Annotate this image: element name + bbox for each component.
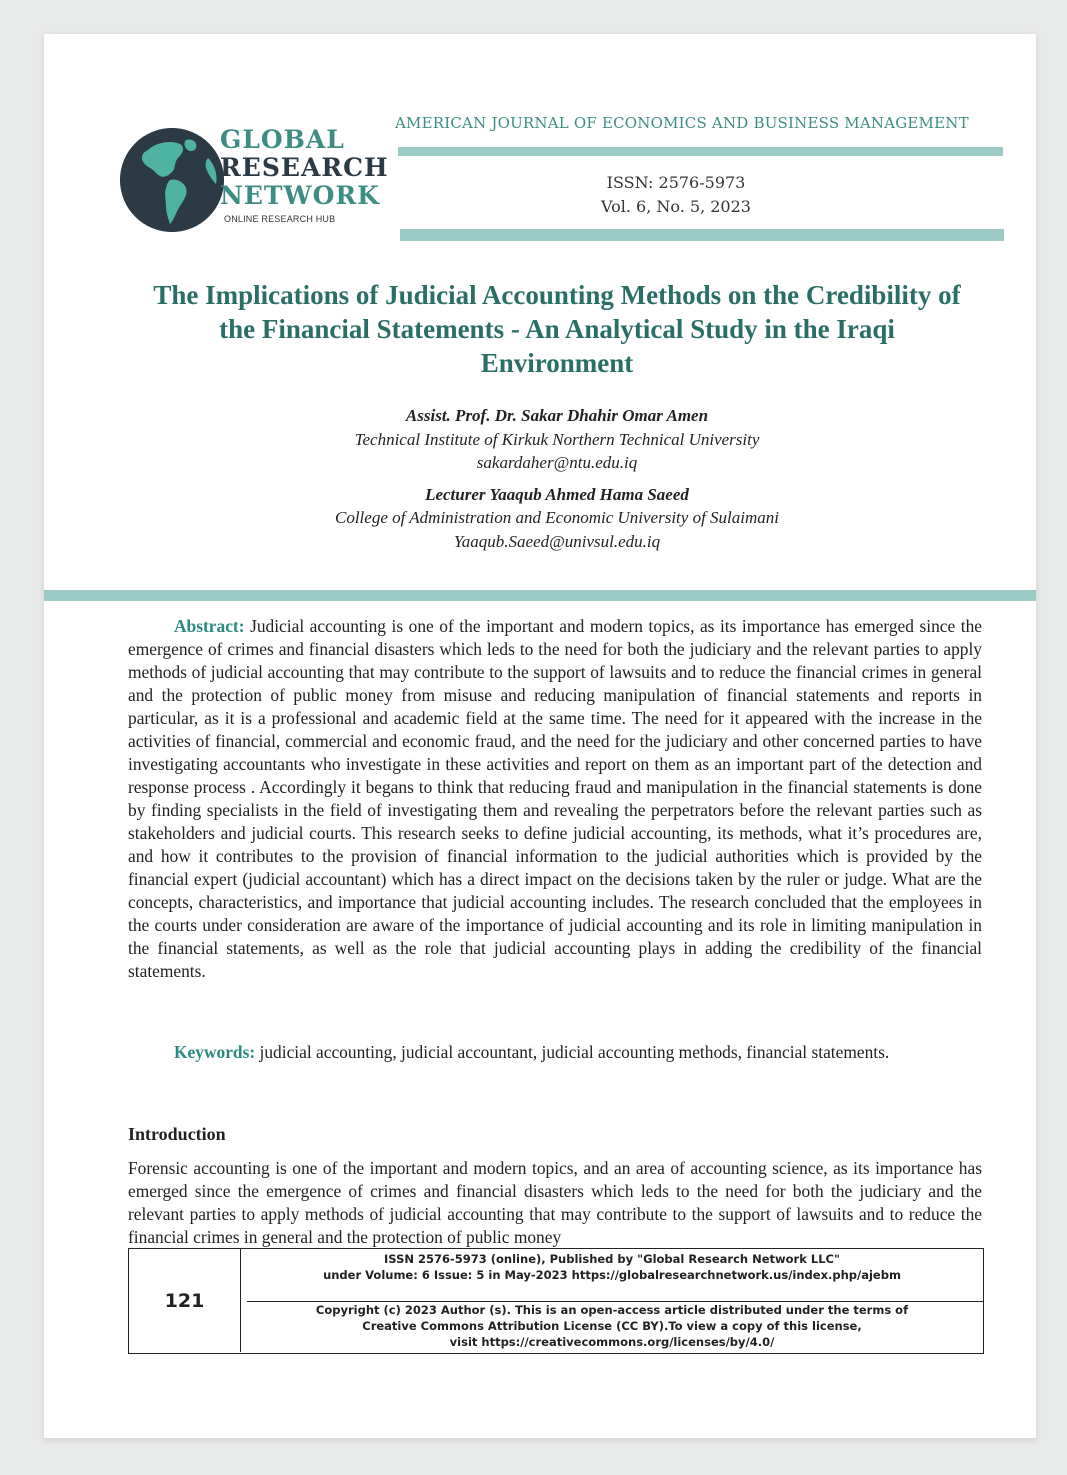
footer-license-line: visit https://creativecommons.org/licenses/by/4.0/ [449, 1335, 775, 1349]
abstract-label: Abstract: [174, 616, 245, 636]
header-bar-top [398, 147, 1003, 156]
logo-tagline: ONLINE RESEARCH HUB [224, 214, 336, 224]
footer-license-info [241, 1302, 983, 1350]
globe-logo-icon [120, 128, 224, 232]
header-bar-bottom [400, 229, 1004, 241]
paper-page [44, 34, 1036, 1438]
author-list [194, 404, 920, 553]
paper-title: The Implications of Judicial Accounting Methods on the Credibility of the Financial Statements - An Analytical Study in the Iraqi Environment [153, 280, 961, 378]
journal-issn: ISSN: 2576-5973 [606, 173, 746, 192]
logo-line-research: RESEARCH [220, 153, 389, 182]
author-email: Yaaqub.Saeed@univsul.edu.iq [453, 531, 661, 551]
introduction-paragraph: Forensic accounting is one of the important and modern topics, and an area of accounting science, as its importance has emerged since the emergence of crimes and financial disasters which leds to the need for both the judiciary and the relevant parties to apply methods of judicial accounting that may contribute to the support of lawsuits and to reduce the financial crimes in general and the protection of public money [128, 1158, 982, 1247]
section-heading-introduction: Introduction [128, 1124, 226, 1144]
section-separator-bar [44, 590, 1036, 601]
journal-issn-block [564, 171, 788, 219]
author-affiliation: Technical Institute of Kirkuk Northern Technical University [354, 429, 760, 449]
author-email: sakardaher@ntu.edu.iq [476, 453, 638, 472]
abstract-paragraph [128, 615, 982, 983]
keywords-text: judicial accounting, judicial accountant, judicial accounting methods, financial statements. [259, 1042, 890, 1062]
footer-publish-line: ISSN 2576-5973 (online), Published by "Global Research Network LLC" [384, 1252, 840, 1266]
keywords-paragraph [128, 1041, 982, 1064]
author-affiliation: College of Administration and Economic University of Sulaimani [334, 508, 779, 527]
footer-publish-line: under Volume: 6 Issue: 5 in May-2023 https://globalresearchnetwork.us/index.php/ajebm [323, 1268, 901, 1282]
journal-name: AMERICAN JOURNAL OF ECONOMICS AND BUSINESS MANAGEMENT [395, 114, 969, 132]
logo-line-network: NETWORK [220, 181, 380, 210]
logo-wordmark [220, 126, 389, 210]
footer-publication-info [241, 1251, 983, 1283]
journal-volume: Vol. 6, No. 5, 2023 [601, 197, 751, 216]
page-number: 121 [129, 1249, 241, 1352]
page-footer-box [128, 1248, 984, 1354]
author-name: Assist. Prof. Dr. Sakar Dhahir Omar Amen [405, 406, 709, 425]
abstract-text: Judicial accounting is one of the important and modern topics, as its importance has emerged since the emergence of crimes and financial disasters which leds to the need for both the judiciary and the relevant parties to apply methods of judicial accounting that may contribute to the support of lawsuits and to reduce the financial crimes in general and the protection of public money from misuse and reducing manipulation of financial statements and reports in particular, as it is a professional and academic field at the same time. The need for it appeared with the increase in the activities of financial, commercial and economic fraud, and the need for the judiciary and other concerned parties to have investigating accountants who investigate in these activities and report on them as an important part of the detection and response process . Accordingly it begans to think that reducing fraud and manipulation in the financial statements is done by finding specialists in the field of investigating them and revealing the perpetrators before the relevant parties such as stakeholders and judicial courts. This research seeks to define judicial accounting, its methods, what it’s procedures are, and how it contributes to the provision of financial information to the judicial authorities which is provided by the financial expert (judicial accountant) which has a direct impact on the decisions taken by the ruler or judge. What are the concepts, characteristics, and importance that judicial accounting includes. The research concluded that the employees in the courts under consideration are aware of the importance of judicial accounting and its role in limiting manipulation in the financial statements, as well as the role that judicial accounting plays in adding the credibility of the financial statements. [128, 616, 983, 981]
footer-license-line: Copyright (c) 2023 Author (s). This is an open-access article distributed under the terms of [315, 1303, 909, 1317]
author-name: Lecturer Yaaqub Ahmed Hama Saeed [425, 484, 689, 504]
footer-license-line: Creative Commons Attribution License (CC BY).To view a copy of this license, [362, 1319, 862, 1333]
keywords-label: Keywords: [174, 1042, 256, 1062]
logo-line-global: GLOBAL [220, 125, 345, 154]
